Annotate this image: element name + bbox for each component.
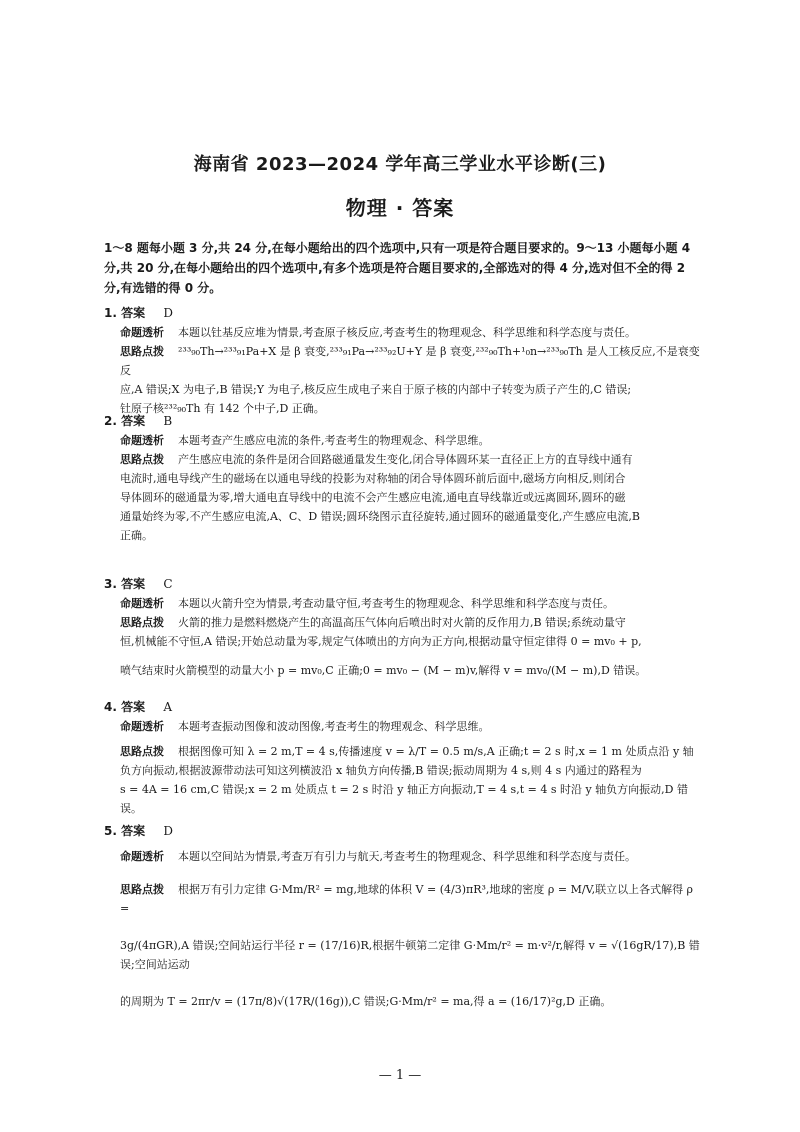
answer-value: D [163,306,173,320]
analysis-row [104,594,700,613]
hint-line: 喷气结束时火箭模型的动量大小 p = mv₀,C 正确;0 = mv₀ − (M − m)v,解得 v = mv₀/(M − m),D 错误。 [120,664,647,677]
answer-label: 答案 [121,577,146,591]
hint-line: 根据万有引力定律 G·Mm/R² = mg,地球的体积 V = (4/3)πR³,地球的密度 ρ = M/V,联立以上各式解得 ρ = [120,883,694,915]
hint-line: s = 4A = 16 cm,C 错误;x = 2 m 处质点 t = 2 s 时沿 y 轴正方向振动,T = 4 s,t = 4 s 时沿 y 轴负方向振动,D 错误。 [120,783,688,815]
hint-label: 思路点拨 [120,745,164,758]
hint-line: 应,A 错误;X 为电子,B 错误;Y 为电子,核反应生成电子来自于原子核的内部中子转变为质子产生的,C 错误; [120,383,632,396]
hint-row [104,880,700,918]
hint-label: 思路点拨 [120,453,164,466]
answer-value: B [163,414,173,428]
answer-line [104,822,700,841]
answer-label: 答案 [121,414,146,428]
hint-label: 思路点拨 [120,616,164,629]
question-block-4 [104,698,700,818]
answer-value: D [163,824,173,838]
analysis-text: 本题以空间站为情景,考查万有引力与航天,考查考生的物理观念、科学思维和科学态度与责任。 [178,850,636,863]
analysis-text: 本题考查振动图像和波动图像,考查考生的物理观念、科学思维。 [178,720,490,733]
analysis-row [104,431,700,450]
analysis-row [104,323,700,342]
hint-line: ²³³₉₀Th→²³³₉₁Pa+X 是 β 衰变,²³³₉₁Pa→²³³₉₂U+Y 是 β 衰变,²³²₉₀Th+¹₀n→²³³₉₀Th 是人工核反应,不是衰变反 [120,345,700,377]
question-number: 3. [104,577,117,591]
hint-label: 思路点拨 [120,883,164,896]
analysis-label: 命题透析 [120,434,164,447]
hint-row [104,450,700,469]
hint-label: 思路点拨 [120,345,164,358]
hint-line: 恒,机械能不守恒,A 错误;开始总动量为零,规定气体喷出的方向为正方向,根据动量守恒定律得 0 = mv₀ + p, [120,635,642,648]
analysis-text: 本题以火箭升空为情景,考查动量守恒,考查考生的物理观念、科学思维和科学态度与责任。 [178,597,614,610]
question-number: 1. [104,306,117,320]
analysis-row [104,717,700,736]
hint-line: 3g/(4πGR),A 错误;空间站运行半径 r = (17/16)R,根据牛顿第二定律 G·Mm/r² = m·v²/r,解得 v = √(16gR/17),B 错误;空间站运动 [120,939,700,971]
hint-line: 负方向振动,根据波源带动法可知这列横波沿 x 轴负方向传播,B 错误;振动周期为 4 s,则 4 s 内通过的路程为 [120,764,642,777]
hint-row [104,342,700,380]
answer-line [104,575,700,594]
answer-label: 答案 [121,700,146,714]
analysis-text: 本题以钍基反应堆为情景,考查原子核反应,考查考生的物理观念、科学思维和科学态度与责任。 [178,326,636,339]
question-number: 5. [104,824,117,838]
answer-line [104,304,700,323]
analysis-label: 命题透析 [120,720,164,733]
page-subtitle: 物理 · 答案 [345,196,455,220]
analysis-text: 本题考查产生感应电流的条件,考查考生的物理观念、科学思维。 [178,434,490,447]
hint-row [104,742,700,761]
answer-value: C [163,577,173,591]
hint-row [104,613,700,632]
question-number: 2. [104,414,117,428]
hint-line: 的周期为 T = 2πr/v = (17π/8)√(17R/(16g)),C 错误;G·Mm/r² = ma,得 a = (16/17)²g,D 正确。 [120,995,612,1008]
analysis-row [104,847,700,866]
hint-line: 电流时,通电导线产生的磁场在以通电导线的投影为对称轴的闭合导体圆环前后面中,磁场方向相反,则闭合 [120,472,626,485]
question-block-5 [104,822,700,1011]
hint-line: 通量始终为零,不产生感应电流,A、C、D 错误;圆环绕图示直径旋转,通过圆环的磁通量变化,产生感应电流,B [120,510,640,523]
answer-value: A [163,700,172,714]
answer-line [104,412,700,431]
hint-line: 根据图像可知 λ = 2 m,T = 4 s,传播速度 v = λ/T = 0.5 m/s,A 正确;t = 2 s 时,x = 1 m 处质点沿 y 轴 [178,745,694,758]
answer-line [104,698,700,717]
answer-label: 答案 [121,306,146,320]
page-title: 海南省 2023—2024 学年高三学业水平诊断(三) [193,154,607,175]
instructions-paragraph: 1～8 题每小题 3 分,共 24 分,在每小题给出的四个选项中,只有一项是符合题目要求的。9～13 小题每小题 4 分,共 20 分,在每小题给出的四个选项中,有多个选项是符合题目要求的,全部选对的得 4 分,选对但不全的得 2 分,有选错的得 0 分。 [104,241,691,295]
hint-line: 产生感应电流的条件是闭合回路磁通量发生变化,闭合导体圆环某一直径正上方的直导线中通有 [178,453,633,466]
analysis-label: 命题透析 [120,326,164,339]
question-block-3 [104,575,700,680]
page-number: — 1 — [378,1068,422,1083]
analysis-label: 命题透析 [120,597,164,610]
question-block-1 [104,304,700,418]
question-block-2 [104,412,700,545]
answer-label: 答案 [121,824,146,838]
hint-line: 火箭的推力是燃料燃烧产生的高温高压气体向后喷出时对火箭的反作用力,B 错误;系统动量守 [178,616,626,629]
hint-line: 导体圆环的磁通量为零,增大通电直导线中的电流不会产生感应电流,通电直导线靠近或远离圆环,圆环的磁 [120,491,626,504]
analysis-label: 命题透析 [120,850,164,863]
question-number: 4. [104,700,117,714]
hint-line: 钍原子核²³²₉₀Th 有 142 个中子,D 正确。 [120,402,325,415]
hint-line: 正确。 [120,529,153,542]
